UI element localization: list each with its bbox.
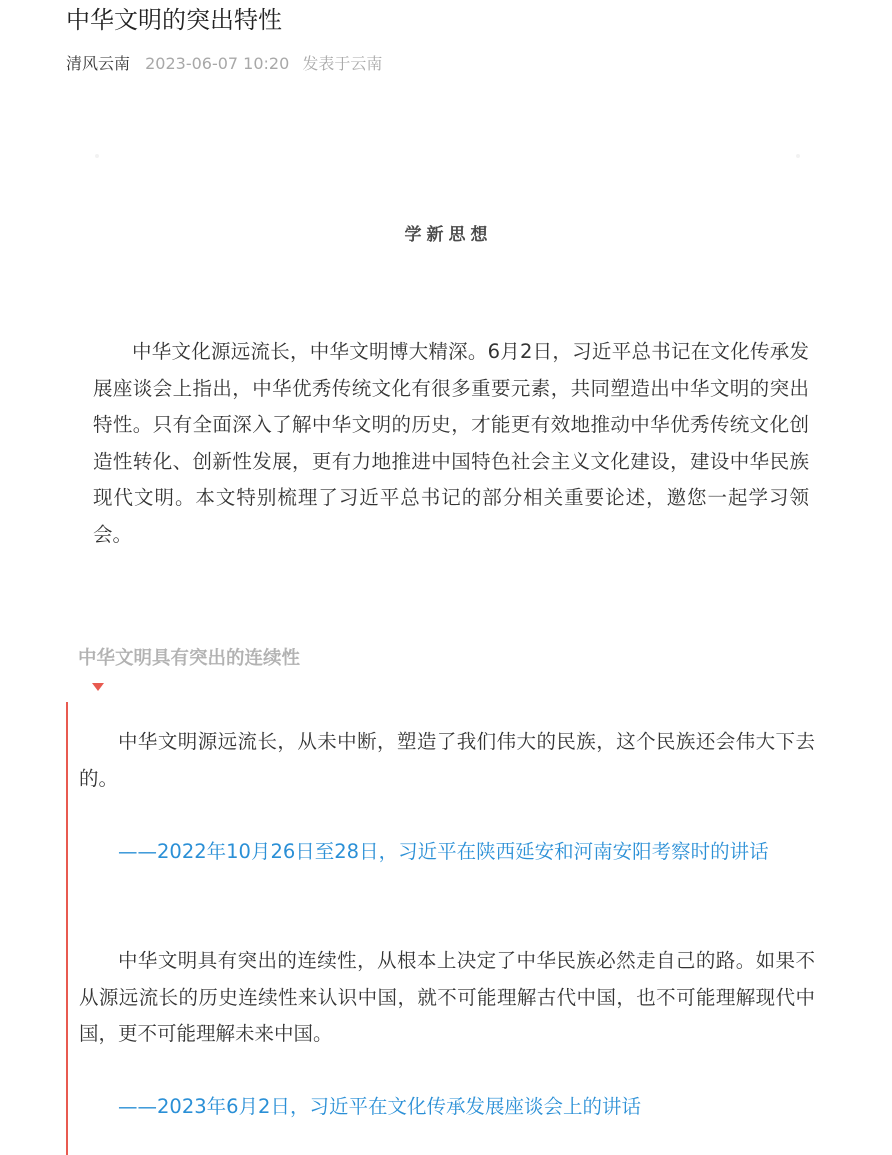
article-title: 中华文明的突出特性 — [66, 6, 282, 34]
decorative-dot-right — [796, 154, 800, 158]
intro-paragraph: 中华文化源远流长，中华文明博大精深。6月2日，习近平总书记在文化传承发展座谈会上指出，中华优秀传统文化有很多重要元素，共同塑造出中华文明的突出特性。只有全面深入了解中华文明的历史，才能更有效地推动中华优秀传统文化创造性转化、创新性发展，更有力地推进中国特色社会主义文化建设，建设中华民族现代文明。本文特别梳理了习近平总书记的部分相关重要论述，邀您一起学习领会。 — [93, 340, 809, 546]
publish-location: 发表于云南 — [302, 54, 383, 73]
section-heading: 中华文明具有突出的连续性 — [78, 648, 301, 669]
author-link[interactable]: 清风云南 — [66, 54, 131, 73]
article-meta — [66, 52, 382, 76]
publish-datetime: 2023-06-07 10:20 — [145, 54, 290, 73]
column-tag: 学新思想 — [404, 225, 493, 245]
decorative-dot-left — [95, 154, 99, 158]
down-triangle-icon — [92, 683, 104, 691]
quote-citation: ——2022年10月26日至28日，习近平在陕西延安和河南安阳考察时的讲话 — [118, 840, 769, 863]
quote-rule — [66, 702, 68, 1155]
quote-citation: ——2023年6月2日，习近平在文化传承发展座谈会上的讲话 — [118, 1095, 641, 1118]
quote-text: 中华文明具有突出的连续性，从根本上决定了中华民族必然走自己的路。如果不从源远流长的历史连续性来认识中国，就不可能理解古代中国，也不可能理解现代中国，更不可能理解未来中国。 — [79, 949, 815, 1045]
quote-text: 中华文明源远流长，从未中断，塑造了我们伟大的民族，这个民族还会伟大下去的。 — [79, 730, 815, 790]
